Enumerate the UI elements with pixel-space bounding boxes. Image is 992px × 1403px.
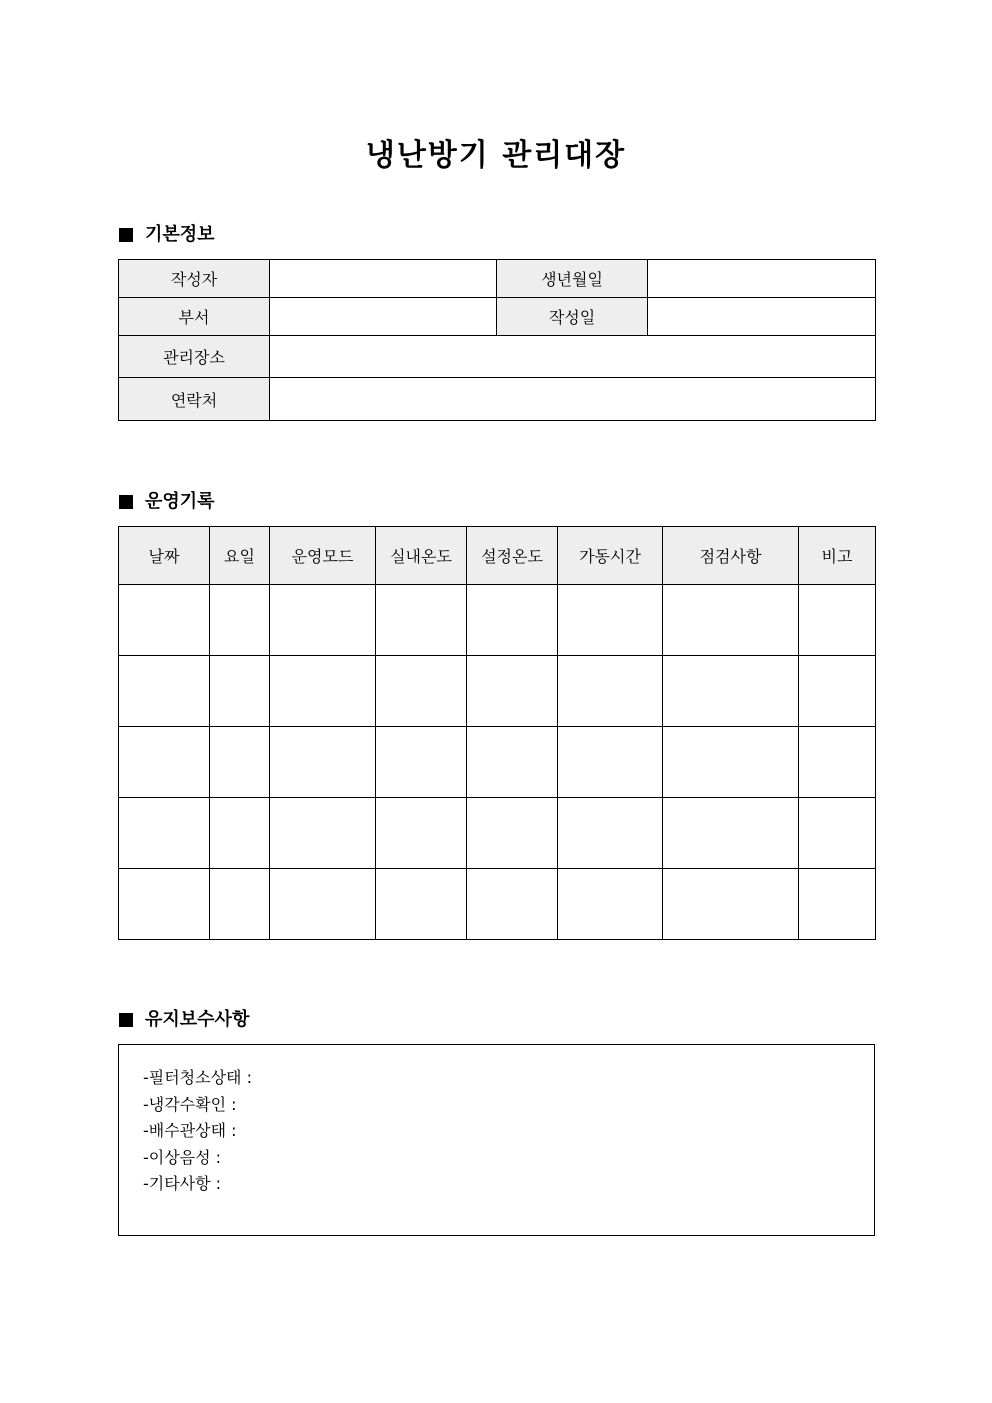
table-row bbox=[119, 869, 876, 940]
maintenance-item-filter: -필터청소상태 : bbox=[143, 1068, 252, 1087]
cell-indoor-temp[interactable] bbox=[376, 869, 467, 940]
cell-weekday[interactable] bbox=[210, 869, 270, 940]
location-label: 관리장소 bbox=[119, 336, 270, 378]
contact-label: 연락처 bbox=[119, 378, 270, 421]
cell-indoor-temp[interactable] bbox=[376, 727, 467, 798]
cell-inspection[interactable] bbox=[663, 656, 799, 727]
cell-runtime[interactable] bbox=[558, 656, 663, 727]
header-set-temp: 설정온도 bbox=[467, 527, 558, 585]
cell-set-temp[interactable] bbox=[467, 656, 558, 727]
cell-remarks[interactable] bbox=[799, 585, 876, 656]
header-inspection: 점검사항 bbox=[663, 527, 799, 585]
cell-date[interactable] bbox=[119, 798, 210, 869]
section-heading-basic-info bbox=[119, 223, 215, 247]
cell-indoor-temp[interactable] bbox=[376, 798, 467, 869]
header-remarks: 비고 bbox=[799, 527, 876, 585]
square-bullet-icon bbox=[119, 1013, 133, 1027]
cell-set-temp[interactable] bbox=[467, 798, 558, 869]
maintenance-list bbox=[143, 1065, 252, 1198]
cell-set-temp[interactable] bbox=[467, 869, 558, 940]
cell-mode[interactable] bbox=[270, 727, 376, 798]
cell-date[interactable] bbox=[119, 585, 210, 656]
cell-runtime[interactable] bbox=[558, 585, 663, 656]
table-row bbox=[119, 727, 876, 798]
cell-inspection[interactable] bbox=[663, 869, 799, 940]
date-label: 작성일 bbox=[497, 298, 648, 336]
cell-mode[interactable] bbox=[270, 869, 376, 940]
contact-field[interactable] bbox=[270, 378, 876, 421]
cell-runtime[interactable] bbox=[558, 798, 663, 869]
cell-date[interactable] bbox=[119, 656, 210, 727]
cell-mode[interactable] bbox=[270, 585, 376, 656]
cell-date[interactable] bbox=[119, 727, 210, 798]
cell-set-temp[interactable] bbox=[467, 727, 558, 798]
cell-remarks[interactable] bbox=[799, 869, 876, 940]
birthdate-label: 생년월일 bbox=[497, 260, 648, 298]
cell-inspection[interactable] bbox=[663, 585, 799, 656]
page-title: 냉난방기 관리대장 bbox=[365, 138, 627, 173]
table-row bbox=[119, 656, 876, 727]
section-heading-label: 유지보수사항 bbox=[145, 1009, 250, 1030]
header-runtime: 가동시간 bbox=[558, 527, 663, 585]
header-weekday: 요일 bbox=[210, 527, 270, 585]
cell-mode[interactable] bbox=[270, 656, 376, 727]
maintenance-item-noise: -이상음성 : bbox=[143, 1147, 222, 1167]
location-field[interactable] bbox=[270, 336, 876, 378]
square-bullet-icon bbox=[119, 228, 133, 242]
cell-mode[interactable] bbox=[270, 798, 376, 869]
birthdate-field[interactable] bbox=[648, 260, 876, 298]
maintenance-box[interactable] bbox=[118, 1044, 875, 1236]
square-bullet-icon bbox=[119, 495, 133, 509]
cell-weekday[interactable] bbox=[210, 798, 270, 869]
maintenance-item-other: -기타사항 : bbox=[143, 1174, 222, 1193]
cell-set-temp[interactable] bbox=[467, 585, 558, 656]
date-field[interactable] bbox=[648, 298, 876, 336]
cell-weekday[interactable] bbox=[210, 727, 270, 798]
maintenance-item-coolant: -냉각수확인 : bbox=[143, 1094, 237, 1114]
cell-indoor-temp[interactable] bbox=[376, 656, 467, 727]
writer-field[interactable] bbox=[270, 260, 497, 298]
cell-remarks[interactable] bbox=[799, 798, 876, 869]
writer-label: 작성자 bbox=[119, 260, 270, 298]
section-heading-operation-log bbox=[119, 490, 215, 514]
operation-log-header-row bbox=[119, 527, 876, 585]
section-heading-label: 기본정보 bbox=[145, 224, 215, 245]
cell-weekday[interactable] bbox=[210, 656, 270, 727]
maintenance-item-drain: -배수관상태 : bbox=[143, 1121, 237, 1140]
section-heading-maintenance bbox=[119, 1008, 249, 1032]
header-mode: 운영모드 bbox=[270, 527, 376, 585]
basic-info-table bbox=[118, 259, 876, 421]
department-field[interactable] bbox=[270, 298, 497, 336]
cell-remarks[interactable] bbox=[799, 727, 876, 798]
table-row bbox=[119, 798, 876, 869]
department-label: 부서 bbox=[119, 298, 270, 336]
cell-runtime[interactable] bbox=[558, 727, 663, 798]
cell-weekday[interactable] bbox=[210, 585, 270, 656]
cell-inspection[interactable] bbox=[663, 727, 799, 798]
table-row bbox=[119, 585, 876, 656]
header-indoor-temp: 실내온도 bbox=[376, 527, 467, 585]
cell-indoor-temp[interactable] bbox=[376, 585, 467, 656]
cell-remarks[interactable] bbox=[799, 656, 876, 727]
cell-runtime[interactable] bbox=[558, 869, 663, 940]
operation-log-table bbox=[118, 526, 876, 940]
section-heading-label: 운영기록 bbox=[145, 491, 215, 512]
cell-inspection[interactable] bbox=[663, 798, 799, 869]
header-date: 날짜 bbox=[119, 527, 210, 585]
cell-date[interactable] bbox=[119, 869, 210, 940]
